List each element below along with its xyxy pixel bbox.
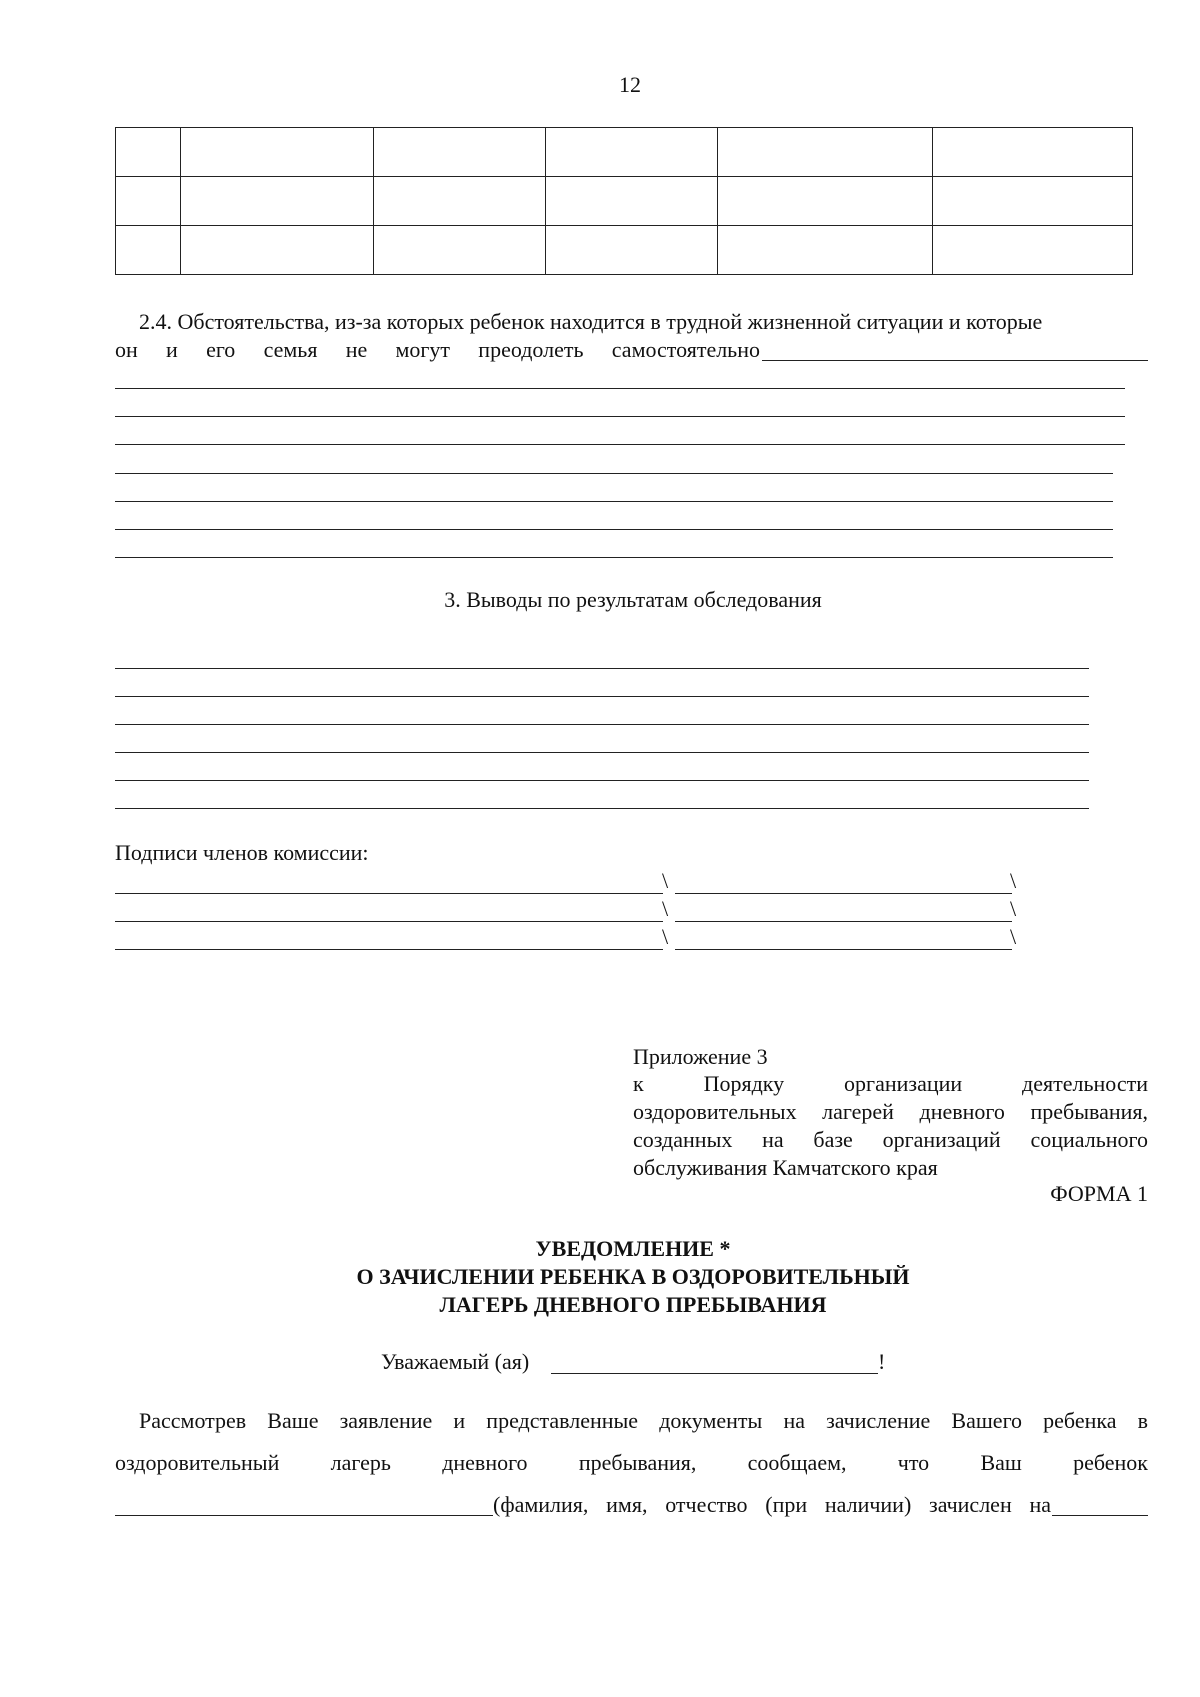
- notice-body-line3: (фамилия, имя, отчество (при наличии) зачислен на: [493, 1492, 1051, 1517]
- table-cell: [116, 128, 181, 177]
- data-table: [115, 127, 1133, 275]
- signature-separator: \: [662, 868, 669, 893]
- table-cell: [181, 128, 374, 177]
- fill-line: [115, 780, 1089, 781]
- signature-line: [675, 921, 1012, 922]
- table-cell: [933, 128, 1133, 177]
- section-3-title: 3. Выводы по результатам обследования: [444, 587, 822, 612]
- section-2-4-line1: 2.4. Обстоятельства, из-за которых ребенок находится в трудной жизненной ситуации и которые: [139, 309, 1043, 334]
- signature-line: [675, 949, 1012, 950]
- appendix-title: Приложение 3: [633, 1044, 768, 1069]
- fill-line: [115, 388, 1125, 389]
- table-cell: [933, 177, 1133, 226]
- table-row: [116, 177, 1133, 226]
- notice-title-3: ЛАГЕРЬ ДНЕВНОГО ПРЕБЫВАНИЯ: [439, 1292, 827, 1317]
- appendix-line4: обслуживания Камчатского края: [633, 1155, 938, 1180]
- appendix-line1: к Порядку организации деятельности: [633, 1071, 1148, 1096]
- greeting: Уважаемый (ая): [381, 1349, 530, 1374]
- signature-line: [115, 921, 663, 922]
- table-cell: [374, 226, 546, 275]
- notice-title-2: О ЗАЧИСЛЕНИИ РЕБЕНКА В ОЗДОРОВИТЕЛЬНЫЙ: [356, 1264, 910, 1289]
- name-fill-line: [551, 1373, 878, 1374]
- table-cell: [374, 128, 546, 177]
- fill-line: [115, 444, 1125, 445]
- appendix-line3: созданных на базе организаций социального: [633, 1127, 1148, 1152]
- fill-line: [115, 416, 1125, 417]
- notice-title-1: УВЕДОМЛЕНИЕ *: [535, 1236, 731, 1261]
- fill-line: [1052, 1515, 1148, 1516]
- form-label: ФОРМА 1: [1050, 1181, 1148, 1206]
- notice-body-line1: Рассмотрев Ваше заявление и представленные документы на зачисление Вашего ребенка в: [139, 1408, 1148, 1433]
- signature-separator: \: [1010, 924, 1017, 949]
- page-number: 12: [619, 72, 641, 97]
- table-cell: [116, 226, 181, 275]
- fill-line: [115, 808, 1089, 809]
- notice-body-line2: оздоровительный лагерь дневного пребывания, сообщаем, что Ваш ребенок: [115, 1450, 1148, 1475]
- fill-line: [115, 724, 1089, 725]
- fill-line: [115, 529, 1113, 530]
- fill-line: [115, 668, 1089, 669]
- appendix-line2: оздоровительных лагерей дневного пребывания,: [633, 1099, 1148, 1124]
- signature-separator: \: [662, 896, 669, 921]
- table-cell: [933, 226, 1133, 275]
- table-cell: [181, 226, 374, 275]
- greeting-end: !: [878, 1349, 886, 1374]
- fill-line: [115, 696, 1089, 697]
- signature-separator: \: [662, 924, 669, 949]
- child-name-fill-line: [115, 1515, 493, 1516]
- table-cell: [181, 177, 374, 226]
- section-2-4-line2: он и его семья не могут преодолеть самостоятельно: [115, 337, 760, 362]
- fill-line: [762, 360, 1148, 361]
- fill-line: [115, 473, 1113, 474]
- fill-line: [115, 557, 1113, 558]
- signature-separator: \: [1010, 868, 1017, 893]
- table-row: [116, 226, 1133, 275]
- table-cell: [718, 128, 933, 177]
- signatures-label: Подписи членов комиссии:: [115, 840, 369, 865]
- signature-separator: \: [1010, 896, 1017, 921]
- signature-line: [115, 949, 663, 950]
- signature-line: [675, 893, 1012, 894]
- table-cell: [718, 226, 933, 275]
- table-cell: [374, 177, 546, 226]
- signature-line: [115, 893, 663, 894]
- table-row: [116, 128, 1133, 177]
- table-cell: [546, 177, 718, 226]
- table-cell: [116, 177, 181, 226]
- table-cell: [546, 226, 718, 275]
- fill-line: [115, 752, 1089, 753]
- table-cell: [546, 128, 718, 177]
- fill-line: [115, 501, 1113, 502]
- table-cell: [718, 177, 933, 226]
